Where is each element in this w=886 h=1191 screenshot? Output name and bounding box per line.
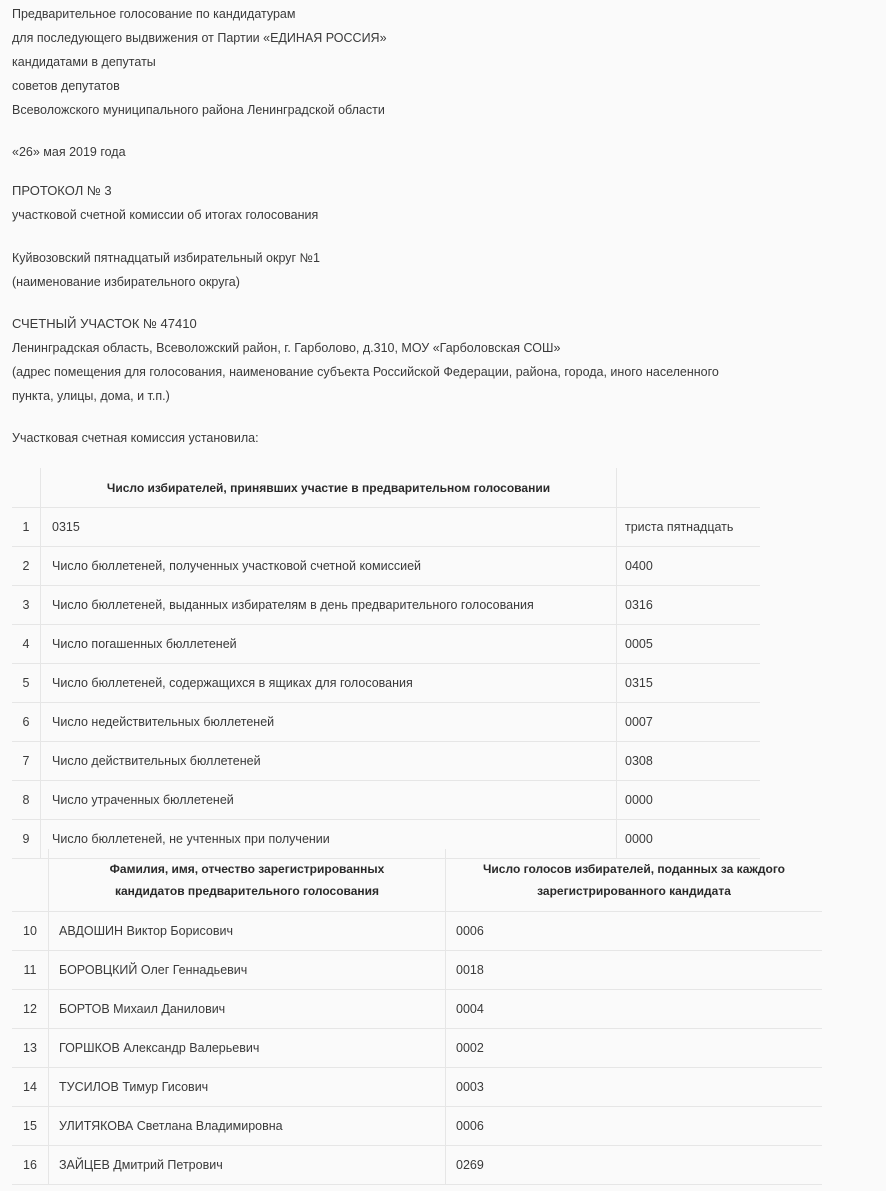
row-number: 11 bbox=[12, 951, 49, 990]
table-row bbox=[12, 586, 760, 625]
row-number: 8 bbox=[12, 781, 41, 820]
row-value: 0315 bbox=[617, 664, 761, 703]
row-number: 4 bbox=[12, 625, 41, 664]
row-number: 7 bbox=[12, 742, 41, 781]
candidate-name: ТУСИЛОВ Тимур Гисович bbox=[49, 1068, 446, 1107]
row-label: Число погашенных бюллетеней bbox=[41, 625, 617, 664]
protocol-subtitle: участковой счетной комиссии об итогах голосования bbox=[12, 208, 319, 222]
table-row bbox=[12, 508, 760, 547]
header-votes-cell bbox=[446, 849, 823, 912]
election-title-line-3: кандидатами в депутаты bbox=[12, 55, 156, 69]
candidate-votes: 0006 bbox=[446, 1107, 823, 1146]
header-candidate-line-1: Фамилия, имя, отчество зарегистрированных bbox=[109, 862, 385, 876]
header-candidate-cell bbox=[49, 849, 446, 912]
row-value: 0316 bbox=[617, 586, 761, 625]
row-number: 15 bbox=[12, 1107, 49, 1146]
table-header-row bbox=[12, 468, 760, 508]
row-value: 0000 bbox=[617, 820, 761, 859]
row-number: 5 bbox=[12, 664, 41, 703]
table-row bbox=[12, 781, 760, 820]
table-row bbox=[12, 990, 822, 1029]
candidate-votes: 0002 bbox=[446, 1029, 823, 1068]
header-num-cell bbox=[12, 468, 41, 508]
row-number: 10 bbox=[12, 912, 49, 951]
header-value-cell bbox=[617, 468, 761, 508]
row-value: 0308 bbox=[617, 742, 761, 781]
row-value: 0005 bbox=[617, 625, 761, 664]
candidate-name: БОРОВЦКИЙ Олег Геннадьевич bbox=[49, 951, 446, 990]
row-number: 9 bbox=[12, 820, 41, 859]
row-label: Число бюллетеней, выданных избирателям в день предварительного голосования bbox=[41, 586, 617, 625]
row-number: 6 bbox=[12, 703, 41, 742]
header-candidate-line-2: кандидатов предварительного голосования bbox=[114, 884, 380, 898]
candidate-name: УЛИТЯКОВА Светлана Владимировна bbox=[49, 1107, 446, 1146]
row-label: Число действительных бюллетеней bbox=[41, 742, 617, 781]
election-date: «26» мая 2019 года bbox=[12, 145, 126, 159]
candidate-votes: 0003 bbox=[446, 1068, 823, 1107]
candidate-name: БОРТОВ Михаил Данилович bbox=[49, 990, 446, 1029]
header-voters-cell: Число избирателей, принявших участие в предварительном голосовании bbox=[41, 468, 617, 508]
protocol-title: ПРОТОКОЛ № 3 bbox=[12, 183, 112, 198]
row-number: 16 bbox=[12, 1146, 49, 1185]
election-title-line-2: для последующего выдвижения от Партии «ЕДИНАЯ РОССИЯ» bbox=[12, 31, 387, 45]
row-number: 1 bbox=[12, 508, 41, 547]
election-title-line-1: Предварительное голосование по кандидатурам bbox=[12, 7, 296, 21]
row-number: 14 bbox=[12, 1068, 49, 1107]
table-row bbox=[12, 742, 760, 781]
table-row bbox=[12, 547, 760, 586]
row-label: Число недействительных бюллетеней bbox=[41, 703, 617, 742]
table-row bbox=[12, 951, 822, 990]
row-label: Число бюллетеней, содержащихся в ящиках для голосования bbox=[41, 664, 617, 703]
candidate-name: АВДОШИН Виктор Борисович bbox=[49, 912, 446, 951]
table-header-row bbox=[12, 849, 822, 912]
candidate-votes: 0018 bbox=[446, 951, 823, 990]
table-row bbox=[12, 703, 760, 742]
header-votes-line-2: зарегистрированного кандидата bbox=[537, 884, 731, 898]
row-number: 13 bbox=[12, 1029, 49, 1068]
row-label: Число утраченных бюллетеней bbox=[41, 781, 617, 820]
table-row bbox=[12, 1029, 822, 1068]
voting-stats-table bbox=[12, 468, 760, 859]
address-caption-line-2: пункта, улицы, дома, и т.п.) bbox=[12, 389, 170, 403]
row-label: Число бюллетеней, не учтенных при получении bbox=[41, 820, 617, 859]
row-label: Число бюллетеней, полученных участковой счетной комиссией bbox=[41, 547, 617, 586]
election-title-line-5: Всеволожского муниципального района Ленинградской области bbox=[12, 103, 385, 117]
table-row bbox=[12, 1146, 822, 1185]
commission-statement: Участковая счетная комиссия установила: bbox=[12, 431, 259, 445]
district-caption: (наименование избирательного округа) bbox=[12, 275, 240, 289]
candidate-votes-table bbox=[12, 849, 822, 1185]
candidate-votes: 0269 bbox=[446, 1146, 823, 1185]
candidate-votes: 0004 bbox=[446, 990, 823, 1029]
table-row bbox=[12, 1068, 822, 1107]
row-value: 0400 bbox=[617, 547, 761, 586]
row-number: 12 bbox=[12, 990, 49, 1029]
precinct-title: СЧЕТНЫЙ УЧАСТОК № 47410 bbox=[12, 316, 197, 331]
row-value: 0007 bbox=[617, 703, 761, 742]
candidate-name: ГОРШКОВ Александр Валерьевич bbox=[49, 1029, 446, 1068]
table-row bbox=[12, 1107, 822, 1146]
table-row bbox=[12, 912, 822, 951]
row-value: триста пятнадцать bbox=[617, 508, 761, 547]
row-value: 0000 bbox=[617, 781, 761, 820]
table-row bbox=[12, 664, 760, 703]
precinct-address: Ленинградская область, Всеволожский район, г. Гарболово, д.310, МОУ «Гарболовская СОШ» bbox=[12, 341, 561, 355]
header-num-cell bbox=[12, 849, 49, 912]
row-number: 3 bbox=[12, 586, 41, 625]
district-name: Куйвозовский пятнадцатый избирательный округ №1 bbox=[12, 251, 320, 265]
table-row bbox=[12, 625, 760, 664]
header-votes-line-1: Число голосов избирателей, поданных за каждого bbox=[483, 862, 785, 876]
candidate-name: ЗАЙЦЕВ Дмитрий Петрович bbox=[49, 1146, 446, 1185]
election-title-line-4: советов депутатов bbox=[12, 79, 120, 93]
row-label: 0315 bbox=[41, 508, 617, 547]
row-number: 2 bbox=[12, 547, 41, 586]
address-caption-line-1: (адрес помещения для голосования, наименование субъекта Российской Федерации, района, города, иного населенного bbox=[12, 365, 719, 379]
candidate-votes: 0006 bbox=[446, 912, 823, 951]
